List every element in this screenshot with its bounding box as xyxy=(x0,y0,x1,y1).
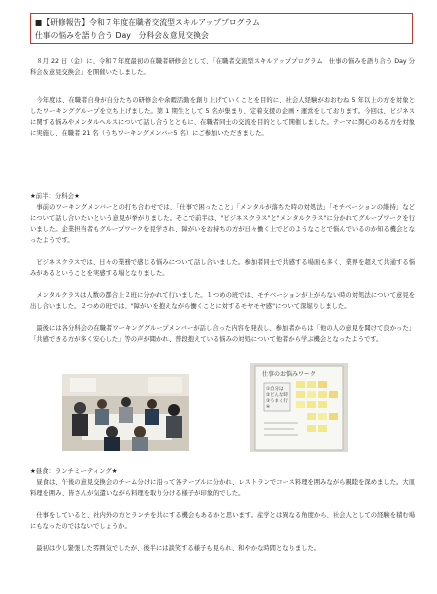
group-discussion-photo xyxy=(62,374,189,451)
lunch-paragraph-2: 仕事をしていると、社内外の方とランチを共にする機会もあるかと思います。産学とは異なる角度から、社会人としての経験を積む場にもなったのではないでしょうか。 xyxy=(30,512,415,530)
breakout-paragraph-2: ビジネスクラスでは、日々の業務で感じる悩みについて話し合いました。参加者同士で共感する場面も多く、業界を超えて共通する悩みがあるということを実感する場となりました。 xyxy=(30,259,415,277)
breakout-paragraph-3: メンタルクラスは人数の都合上２班に分かれて行いました。１つめの班では、モチベーションが上がらない時の対処法について意見を出し合いました。２つめの班では、"障がいを抱えながら働くことに対するモヤモヤ感"について深堀りしました。 xyxy=(30,292,415,310)
breakout-paragraph-1: 事前のワーキングメンバーとの打ち合わせでは、「仕事で困ったこと」「メンタルが落ちた時の対処法」「モチベーションの維持」などについて話し合いたいという意見が挙がりました。そこで前半は、"ビジネスクラス"と"メンタルクラス"に分かれてグループワークを行いました。企業担当者もグループワークを見学され、障がいをお持ちの方が日々働く上でどのようなことで悩んでいるのか知る機会となったようです。 xyxy=(30,204,415,244)
whiteboard-illustration xyxy=(250,363,348,452)
section-heading-breakout: ★前半：分科会★ xyxy=(30,192,80,200)
breakout-paragraph-4: 最後には各分科会の在職者ワーキンググループメンバーが話し合った内容を発表し、参加者からは「他の人の意見を聞けて良かった」「共感できる方が多く安心した」等の声が聞かれ、普段抱えている悩みの対処について他者から学ぶ機会となったようです。 xyxy=(30,325,415,343)
whiteboard-photo xyxy=(250,363,348,452)
group-discussion-illustration xyxy=(62,374,189,451)
whiteboard-title: 仕事のお悩みワーク xyxy=(262,371,317,378)
lunch-paragraph-1: 昼食は、午後の意見交換会のチーム分けに沿って各テーブルに分かれ、レストランでコース料理を囲みながら親睦を深めました。大皿料理を囲み、皆さんが気遣いながら料理を取り分ける様子が印象的でした。 xyxy=(30,479,415,497)
whiteboard-item-3: ③うまく行 xyxy=(266,399,289,404)
intro-paragraph: ８月 22 日（金）に、令和７年度最初の在職者研修会として、「在職者交流型スキルアッププログラム 仕事の悩みを語り合う Day 分科会＆意見交換会」を開催いたしました。 xyxy=(30,58,415,76)
whiteboard-item-4: ④ xyxy=(266,405,271,410)
whiteboard-item-1: ①自分は xyxy=(266,387,284,392)
report-title-line-1: ■【研修報告】令和７年度在職者交流型スキルアッププログラム xyxy=(35,18,260,27)
whiteboard-item-2: ②どんな時 xyxy=(266,393,289,398)
section-heading-lunch: ★昼食：ランチミーティング★ xyxy=(30,467,118,475)
report-title-box xyxy=(30,13,413,44)
lunch-paragraph-3: 最初は少し緊張した雰囲気でしたが、後半には談笑する様子も見られ、和やかな時間となりました。 xyxy=(30,545,321,552)
background-paragraph: 今年度は、在職者自身が自分たちの研修会や余暇活動を創り上げていくことを目的に、社会人経験がおおむね 5 年以上の方を対象としたワーキンググループを立ち上げました。第 1 期生として 5 名が集まり、定着支援の企画・運営をしております。今回は、ビジネスに関する悩みやメンタルヘルスについて話し合うとともに、在職者同士の交流を目的として開催しました。テーマに関心のある方を対象に実施し、在職者 21 名（うちワーキングメンバー5 名）にご参加いただきました。 xyxy=(30,97,415,137)
report-title-line-2: 仕事の悩みを語り合う Day 分科会＆意見交換会 xyxy=(35,31,209,40)
